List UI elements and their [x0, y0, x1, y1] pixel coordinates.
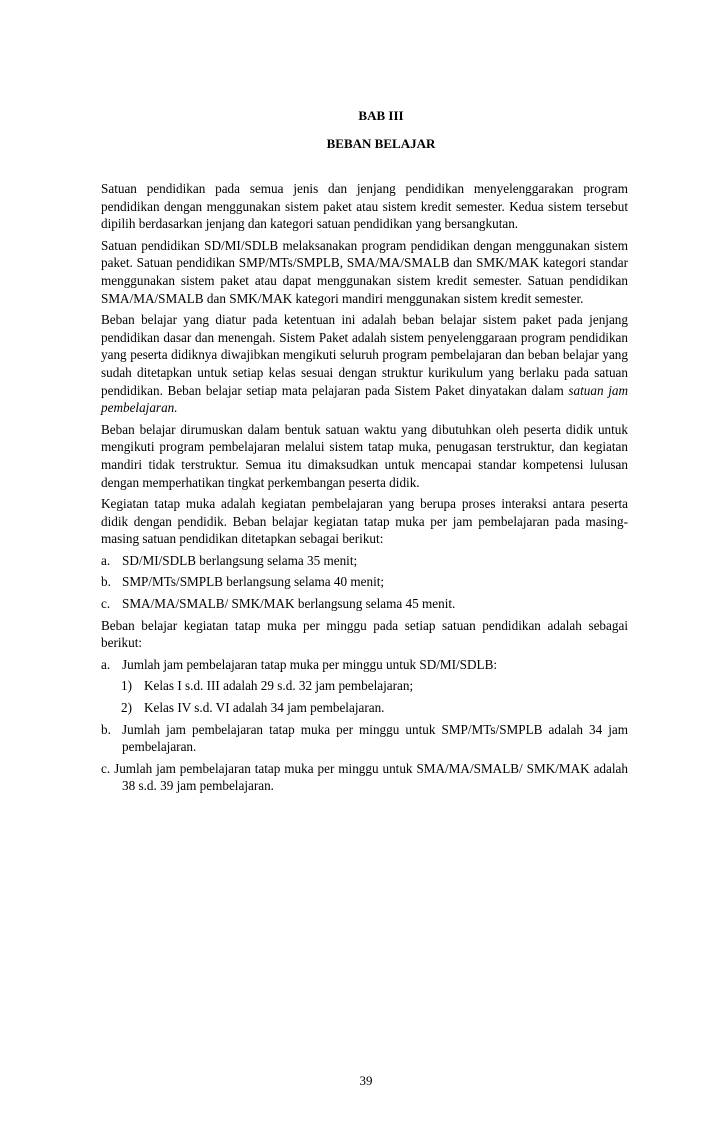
list-item-weekly-c: c. Jumlah jam pembelajaran tatap muka per minggu untuk SMA/MA/SMALB/ SMK/MAK adalah 38 s.d. 39 jam pembelajaran. — [101, 760, 628, 794]
list-text: SMP/MTs/SMPLB berlangsung selama 40 menit; — [122, 574, 385, 590]
sublist-text: Kelas I s.d. III adalah 29 s.d. 32 jam pembelajaran; — [144, 678, 414, 694]
paragraph-package-system — [101, 311, 628, 417]
sublist-item-2 — [121, 699, 628, 717]
list-text: Jumlah jam pembelajaran tatap muka per minggu untuk SMP/MTs/SMPLB adalah 34 jam pembelajaran. — [122, 721, 628, 755]
list-marker: c. — [101, 596, 111, 612]
sublist-marker: 1) — [121, 678, 132, 694]
list-marker: b. — [101, 574, 111, 590]
paragraph-education-systems: Satuan pendidikan pada semua jenis dan jenjang pendidikan menyelenggarakan program pendidikan dengan menggunakan sistem paket atau sistem kredit semester. Kedua sistem tersebut dipilih berdasarkan jenjang dan kategori satuan pendidikan yang bersangkutan. — [101, 181, 628, 232]
list-item-duration-c — [101, 595, 628, 613]
sublist-item-1 — [121, 677, 628, 695]
chapter-title: BEBAN BELAJAR — [326, 136, 436, 151]
list-item-weekly-b — [101, 721, 628, 756]
list-text: SMA/MA/SMALB/ SMK/MAK berlangsung selama 45 menit. — [122, 596, 456, 612]
list-marker: b. — [101, 721, 111, 737]
paragraph-unit-programs: Satuan pendidikan SD/MI/SDLB melaksanakan program pendidikan dengan menggunakan sistem paket. Satuan pendidikan SMP/MTs/SMPLB, SMA/MA/SMALB dan SMK/MAK kategori standar menggunakan sistem paket atau dapat menggunakan sistem kredit semester. Satuan pendidikan SMA/MA/SMALB dan SMK/MAK kategori mandiri menggunakan sistem kredit semester. — [101, 237, 628, 306]
emphasis-lesson-hours: satuan jam pembelajaran. — [101, 382, 629, 416]
body-text — [101, 180, 628, 799]
list-item-weekly-a — [101, 656, 628, 674]
paragraph-weekly-load: Beban belajar kegiatan tatap muka per minggu pada setiap satuan pendidikan adalah sebagai berikut: — [101, 617, 628, 651]
list-marker: a. — [101, 552, 111, 568]
list-marker: a. — [101, 656, 111, 672]
paragraph-package-system-text: Beban belajar yang diatur pada ketentuan ini adalah beban belajar sistem paket pada jenjang pendidikan dasar dan menengah. Sistem Paket adalah sistem penyelenggaraan program pendidikan yang peserta didiknya diwajibkan mengikuti seluruh program pembelajaran dan beban belajar yang sudah ditetapkan untuk setiap kelas sesuai dengan struktur kurikulum yang berlaku pada satuan pendidikan. Beban belajar setiap mata pelajaran pada Sistem Paket dinyatakan dalam — [101, 312, 628, 398]
paragraph-workload-definition: Beban belajar dirumuskan dalam bentuk satuan waktu yang dibutuhkan oleh peserta didik untuk mengikuti program pembelajaran melalui sistem tatap muka, penugasan terstruktur, dan kegiatan mandiri tidak terstruktur. Semua itu dimaksudkan untuk mencapai standar kompetensi lulusan dengan memperhatikan tingkat perkembangan peserta didik. — [101, 421, 628, 490]
sublist-marker: 2) — [121, 700, 132, 716]
sublist-text: Kelas IV s.d. VI adalah 34 jam pembelajaran. — [144, 700, 385, 716]
chapter-number: BAB III — [358, 108, 404, 123]
list-text: SD/MI/SDLB berlangsung selama 35 menit; — [122, 552, 358, 568]
list-item-duration-a — [101, 552, 628, 570]
list-item-duration-b — [101, 573, 628, 591]
list-text: Jumlah jam pembelajaran tatap muka per minggu untuk SD/MI/SDLB: — [122, 656, 498, 672]
paragraph-face-to-face: Kegiatan tatap muka adalah kegiatan pembelajaran yang berupa proses interaksi antara peserta didik dengan pendidik. Beban belajar kegiatan tatap muka per jam pembelajaran pada masing-masing satuan pendidikan ditetapkan sebagai berikut: — [101, 496, 628, 547]
page-number: 39 — [359, 1073, 373, 1088]
